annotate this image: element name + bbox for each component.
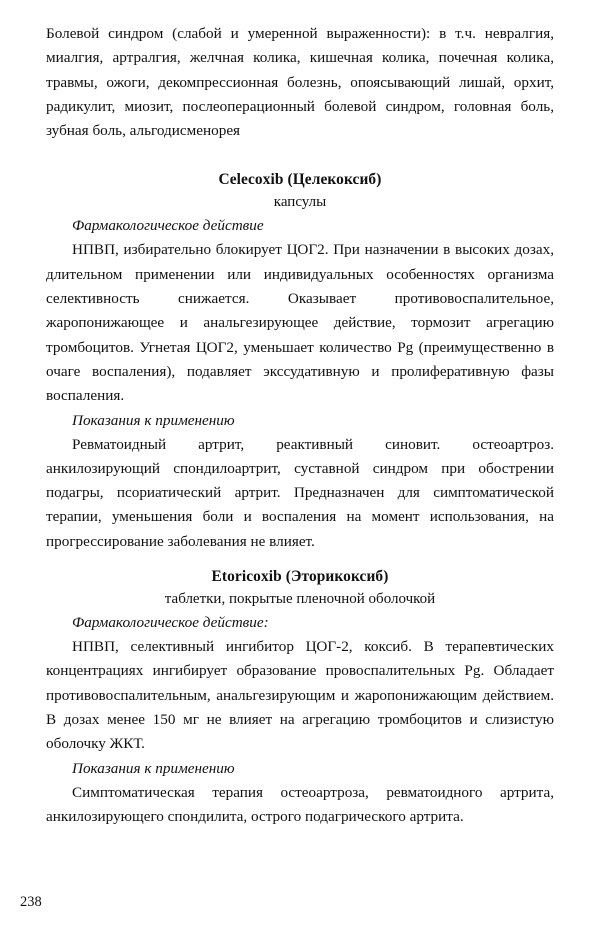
- page-number: 238: [20, 894, 42, 910]
- spacer: [46, 143, 554, 169]
- dosage-form-etoricoxib: таблетки, покрытые пленочной оболочкой: [164, 591, 436, 608]
- spacer: [46, 554, 554, 566]
- section-text-pharmacological-action-celecoxib: НПВП, избирательно блокирует ЦОГ2. При назначении в высоких дозах, длительном применении или индивидуальных особенностях организма селективность снижается. Оказывает противовоспалительное, жаропонижающее и анальгезирующее действие, тормозит агрегацию тромбоцитов. Угнетая ЦОГ2, уменьшает количество Pg (преимущественно в очаге воспаления), подавляет экссудативную и пролиферативную фазы воспаления.: [46, 241, 554, 405]
- intro-paragraph: Болевой синдром (слабой и умеренной выраженности): в т.ч. невралгия, миалгия, артралгия, желчная колика, кишечная колика, почечная колика, травмы, ожоги, декомпрессионная болезнь, опоясывающий лишай, орхит, радикулит, миозит, послеоперационный болевой синдром, головная боль, зубная боль, альгодисменорея: [46, 25, 554, 140]
- page-content: [46, 22, 554, 829]
- drug-heading-etoricoxib: Etoricoxib (Эторикоксиб): [211, 568, 389, 586]
- section-title-indications-etoricoxib: Показания к применению: [72, 759, 235, 777]
- section-title-pharmacological-action-celecoxib: Фармакологическое действие: [72, 217, 264, 235]
- section-text-indications-celecoxib: Ревматоидный артрит, реактивный синовит. остеоартроз. анкилозирующий спондилоартрит, суставной синдром при обострении подагры, псориатический артрит. Предназначен для симптоматической терапии, уменьшения боли и воспаления на момент использования, на прогрессирование заболевания не влияет.: [46, 435, 554, 550]
- section-text-indications-etoricoxib: Симптоматическая терапия остеоартроза, ревматоидного артрита, анкилозирующего спондилита, острого подагрического артрита.: [46, 783, 554, 825]
- drug-heading-celecoxib: Celecoxib (Целекоксиб): [218, 171, 382, 189]
- section-text-pharmacological-action-etoricoxib: НПВП, селективный ингибитор ЦОГ-2, коксиб. В терапевтических концентрациях ингибирует образование провоспалительных Pg. Обладает противовоспалительным, анальгезирующим и жаропонижающим действием. В дозах менее 150 мг не влияет на агрегацию тромбоцитов и слизистую оболочку ЖКТ.: [46, 638, 554, 753]
- section-title-pharmacological-action-etoricoxib: Фармакологическое действие:: [72, 614, 269, 632]
- section-title-indications-celecoxib: Показания к применению: [72, 411, 235, 429]
- dosage-form-celecoxib: капсулы: [273, 194, 327, 211]
